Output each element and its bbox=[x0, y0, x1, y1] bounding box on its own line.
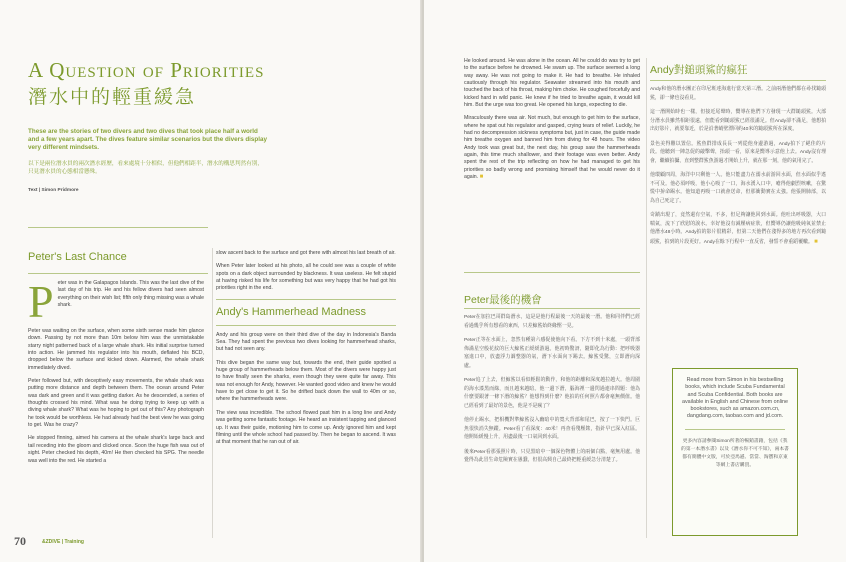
end-mark-icon: ■ bbox=[814, 238, 818, 245]
column-5-chinese bbox=[650, 86, 826, 253]
column-divider bbox=[646, 58, 647, 538]
body-paragraph-chinese: Peter在加拉巴哥群島潛水，這是是他行程最後一天的最後一潛。他和同伴們已經看過幾乎所有想看的東西，只差鯨鯊始終緣慳一見。 bbox=[464, 315, 640, 329]
body-paragraph: The view was incredible. The school flowed past him in a long line and Andy was getting some fantastic footage. He heard an insistent tapping and glanced up. It was their guide, motioning him to come up. Andy ignored him and kept filming until the whole school had passed by. Then he began to ascend. It was at that moment that he ran out of air. bbox=[216, 409, 396, 446]
body-paragraph-chinese: Peter正等在水面上，忽然有種第六感促使他向下看。下方不到十米處，一頭背部佈滿星空般花紋的巨大鯨鯊正緩緩游過。他初時驚訝，隨即化為行動：把呼吸器塞進口中，放盡浮力調整器的氣，潛下水面向下踢去。鯨鯊受驚，立即潛向深處。 bbox=[464, 338, 640, 369]
section-heading-peter-chinese: Peter最後的機會 bbox=[464, 294, 542, 306]
intro-text: These are the stories of two divers and two dives that took place half a world and a few years apart. The dives feature similar scenarios but the divers display very different mindsets. bbox=[28, 128, 268, 152]
page-number: 70 bbox=[14, 534, 26, 548]
body-paragraph-chinese-text: 奇蹟出現了，竟然還有空氣，不多，但足夠讓他回到水面。他吐出呼吸器，大口喘氣，流下了欣慰的淚水。幸好他沒有減壓病症狀，但嚮導仍讓他吸純氧並禁止他潛水48小時。Andy拍的影片很精彩，但第二天他們在淺得多的地方再次看到鎚頭鯊，拍到的片段更好。Andy在餘下行程中一直反省，發誓不會重蹈覆轍。 bbox=[650, 213, 826, 245]
body-paragraph-chinese bbox=[650, 212, 826, 247]
section-rule bbox=[464, 308, 640, 309]
book-promo-chinese: 更多內容請參閱Simon所著的暢銷書籍，包括《我的第一本潛水書》以及《潛水你不可不知》，兩本書都有簡體中文版，可於亞馬遜、當當、淘寶和京東等網上書店購買。 bbox=[681, 438, 789, 469]
box-rule bbox=[685, 429, 785, 430]
column-2 bbox=[216, 250, 396, 453]
section-rule bbox=[216, 299, 396, 300]
column-4-chinese bbox=[464, 314, 640, 472]
body-paragraph-chinese: 這一潛開始時也一樣，但接近尾聲時，嚮導在他們下方發現一大群鎚頭鯊。大部分潛水員雖然相距很遠，但能看到鎚頭鯊已經很滿足。但Andy卻不滿足，他想拍出好影片，就要靠近，於是沿著峭壁漂回約40米的鎚頭鯊所在深度。 bbox=[650, 110, 826, 132]
section-heading-andy: Andy's Hammerhead Madness bbox=[216, 305, 367, 318]
dropcap-paragraph bbox=[28, 280, 204, 322]
body-paragraph-chinese: 他停止踢水，把相機對準鯨鯊沒入幽暗中的寬大背部和尾巴，按了一下快門。巨魚很快消失無蹤。Peter看了看深度：40米！再查看殘壓錶，指針早已深入紅區。他開始緩慢上升，用盡最後一口氣回到水面。 bbox=[464, 418, 640, 440]
section-heading-peter: Peter's Last Chance bbox=[28, 251, 127, 263]
body-paragraph-chinese: Andy和他的潛水團正在印尼班達海進行當天第三潛。之前兩潛他們都在尋找鎚頭鯊，卻一條也沒看見。 bbox=[650, 87, 826, 101]
body-paragraph: Andy and his group were on their third dive of the day in Indonesia's Banda Sea. They had spent the previous two dives looking for hammerhead sharks, but had not seen any. bbox=[216, 331, 396, 353]
body-paragraph: He looked around. He was alone in the ocean. All he could do was try to get to the surface before he drowned. He swam up. The surface seemed a long way away. He was not going to make it. He had to breathe. He inhaled cautiously through his regulator. Seawater streamed into his mouth and touched the back of his throat, making him choke. He coughed forcefully and kicked hard in wild panic. He knew if he tried to breathe again, it would kill him. But the urge was too great. He opened his lungs, expecting to die. bbox=[464, 58, 640, 109]
body-paragraph-text: Miraculously there was air. Not much, but enough to get him to the surface, where he spat out his regulator and gasped, crying tears of relief. Luckily, he had no decompression sickness symptoms but, just in case, the guide made him breathe oxygen and banned him from diving for 48 hours. The video Andy took was great but, the next day, his group saw the hammerheads again, this time much shallower, and their footage was even better. Andy spent the rest of the trip reflecting on how he had managed to get his priorities so badly wrong and promising himself that he would never do it again. bbox=[464, 115, 640, 181]
dropcap-paragraph-text: eter was in the Galapagos Islands. This was the last dive of the last day of his trip. He and his fellow divers had seen almost everything on their wish list; fifth only thing missing was a whale shark. bbox=[57, 280, 204, 309]
body-paragraph: slow ascent back to the surface and got there with almost his last breath of air. bbox=[216, 250, 396, 256]
section-rule bbox=[216, 325, 396, 326]
left-page bbox=[0, 0, 422, 562]
book-promo-english: Read more from Simon in his bestselling books, which include Scuba Fundamental and Scuba Confidential. Both books are available in English and Chinese from online bookstores, such as amazon.com.cn, dangdang.com, taobao.com and jd.com. bbox=[681, 377, 789, 420]
article-title: A Question of Priorities bbox=[28, 58, 265, 82]
section-rule bbox=[28, 273, 208, 274]
body-paragraph-chinese: 後來Peter看那張照片時，只見黑暗中一個深色物體上的兩個白點，毫無用處。他覺得為此冒生命危險實在愚蠢，但很高興自己最終把輕重緩急分清楚了。 bbox=[464, 449, 640, 463]
body-paragraph: Peter followed but, with deceptively easy movements, the whale shark was putting more distance and depth between them. The ocean around Peter was dark and green and it was getting darker. As he descended, a series of thoughts crossed his mind. What was he doing trying to keep up with a diving whale shark? What was he hoping to get out of this? Any photograph he took would be worthless. He had already had the best view he was going to get. Was he crazy? bbox=[28, 378, 204, 429]
byline: Text | Simon Pridmore bbox=[28, 188, 79, 193]
section-rule bbox=[464, 272, 640, 273]
body-paragraph: Peter was waiting on the surface, when some sixth sense made him glance down. Passing by not more than 10m below him was the unmistakable starry night patterned back of a large whale shark. His initial surprise turned into action. He jammed his regulator into his mouth, deflated his BCD, dropped below the surface and kicked down. Alarmed, the whale shark immediately dived. bbox=[28, 328, 204, 371]
section-rule bbox=[650, 80, 826, 81]
body-paragraph: When Peter later looked at his photo, all he could see was a couple of white spots on a dark object surrounded by blackness. It was useless. He felt stupid at having risked his life for something but was very happy that he had got his priorities right in the end. bbox=[216, 263, 396, 292]
body-paragraph-chinese: Peter追了上去，但鯨鯊以看似輕鬆的動作，和他的距離和深度越拉越大。他周圍的海水漆黑而綠，而且越來越暗。他一邊下潛，腦海裡一邊閃過連串問題：他為什麼要跟著一條下潛的鯨鯊？他想得到什麼？他拍的任何照片都會毫無價值。他已經看到了最好的景色，他是不是瘋了？ bbox=[464, 378, 640, 409]
section-rule bbox=[28, 227, 208, 228]
drop-cap: P bbox=[28, 280, 54, 322]
end-mark-icon: ■ bbox=[479, 174, 484, 181]
body-paragraph-chinese: 景色美得難以置信。鯊魚群排成長長一列從他身邊游過，Andy拍下了絕佳的片段。他聽到一陣急促的敲擊聲，抬頭一看，原來是嚮導示意他上去。Andy沒有理會，繼續拍攝，直到整群鯊魚游過才開始上升，就在那一刻，他的氣用完了。 bbox=[650, 141, 826, 164]
book-promo-box bbox=[672, 368, 798, 536]
column-1 bbox=[28, 280, 204, 471]
folio-label: &ZDIVE | Training bbox=[42, 539, 84, 545]
body-paragraph-chinese: 他環顧四周，海洋中只剩他一人。他只能盡力在溺水前游回水面，但水面似乎遙不可及。他必須呼吸，他小心吸了一口，海水湧入口中，嗆得他劇烈咳嗽，在驚慌中拚命踢水。他知道再吸一口就會送命，但那衝動實在太強。他張開肺部，以為自己死定了。 bbox=[650, 173, 826, 204]
body-paragraph: He stopped finning, aimed his camera at the whale shark's large back and tail receding into the gloom and clicked once. Soon the huge fish was out of sight. Peter checked his depth, 40m! He then checked his SPG. The needle was well into the red. He started a bbox=[28, 435, 204, 464]
column-3 bbox=[464, 58, 640, 188]
intro-text-chinese: 以下是兩位潛水員的兩次潛水經歷，看來處境十分相似，但他們相距半，潛水的構思判然有別，只見潛水員的心態相當懸殊。 bbox=[28, 161, 263, 175]
section-heading-andy-chinese: Andy對鎚頭鯊的瘋狂 bbox=[650, 64, 748, 76]
article-title-chinese: 潛水中的輕重緩急 bbox=[28, 87, 197, 108]
body-paragraph bbox=[464, 115, 640, 181]
column-divider bbox=[212, 248, 213, 538]
right-page bbox=[424, 0, 846, 562]
body-paragraph: This dive began the same way but, towards the end, their guide spotted a huge group of hammerheads below them. Most of the divers were happy just to have finally seen the sharks, even though they were quite far away. This was not enough for Andy, however. He wanted good video and knew he would have to get close to get it. So he drifted back down the wall to 40m or so, where the hammerheads were. bbox=[216, 359, 396, 403]
